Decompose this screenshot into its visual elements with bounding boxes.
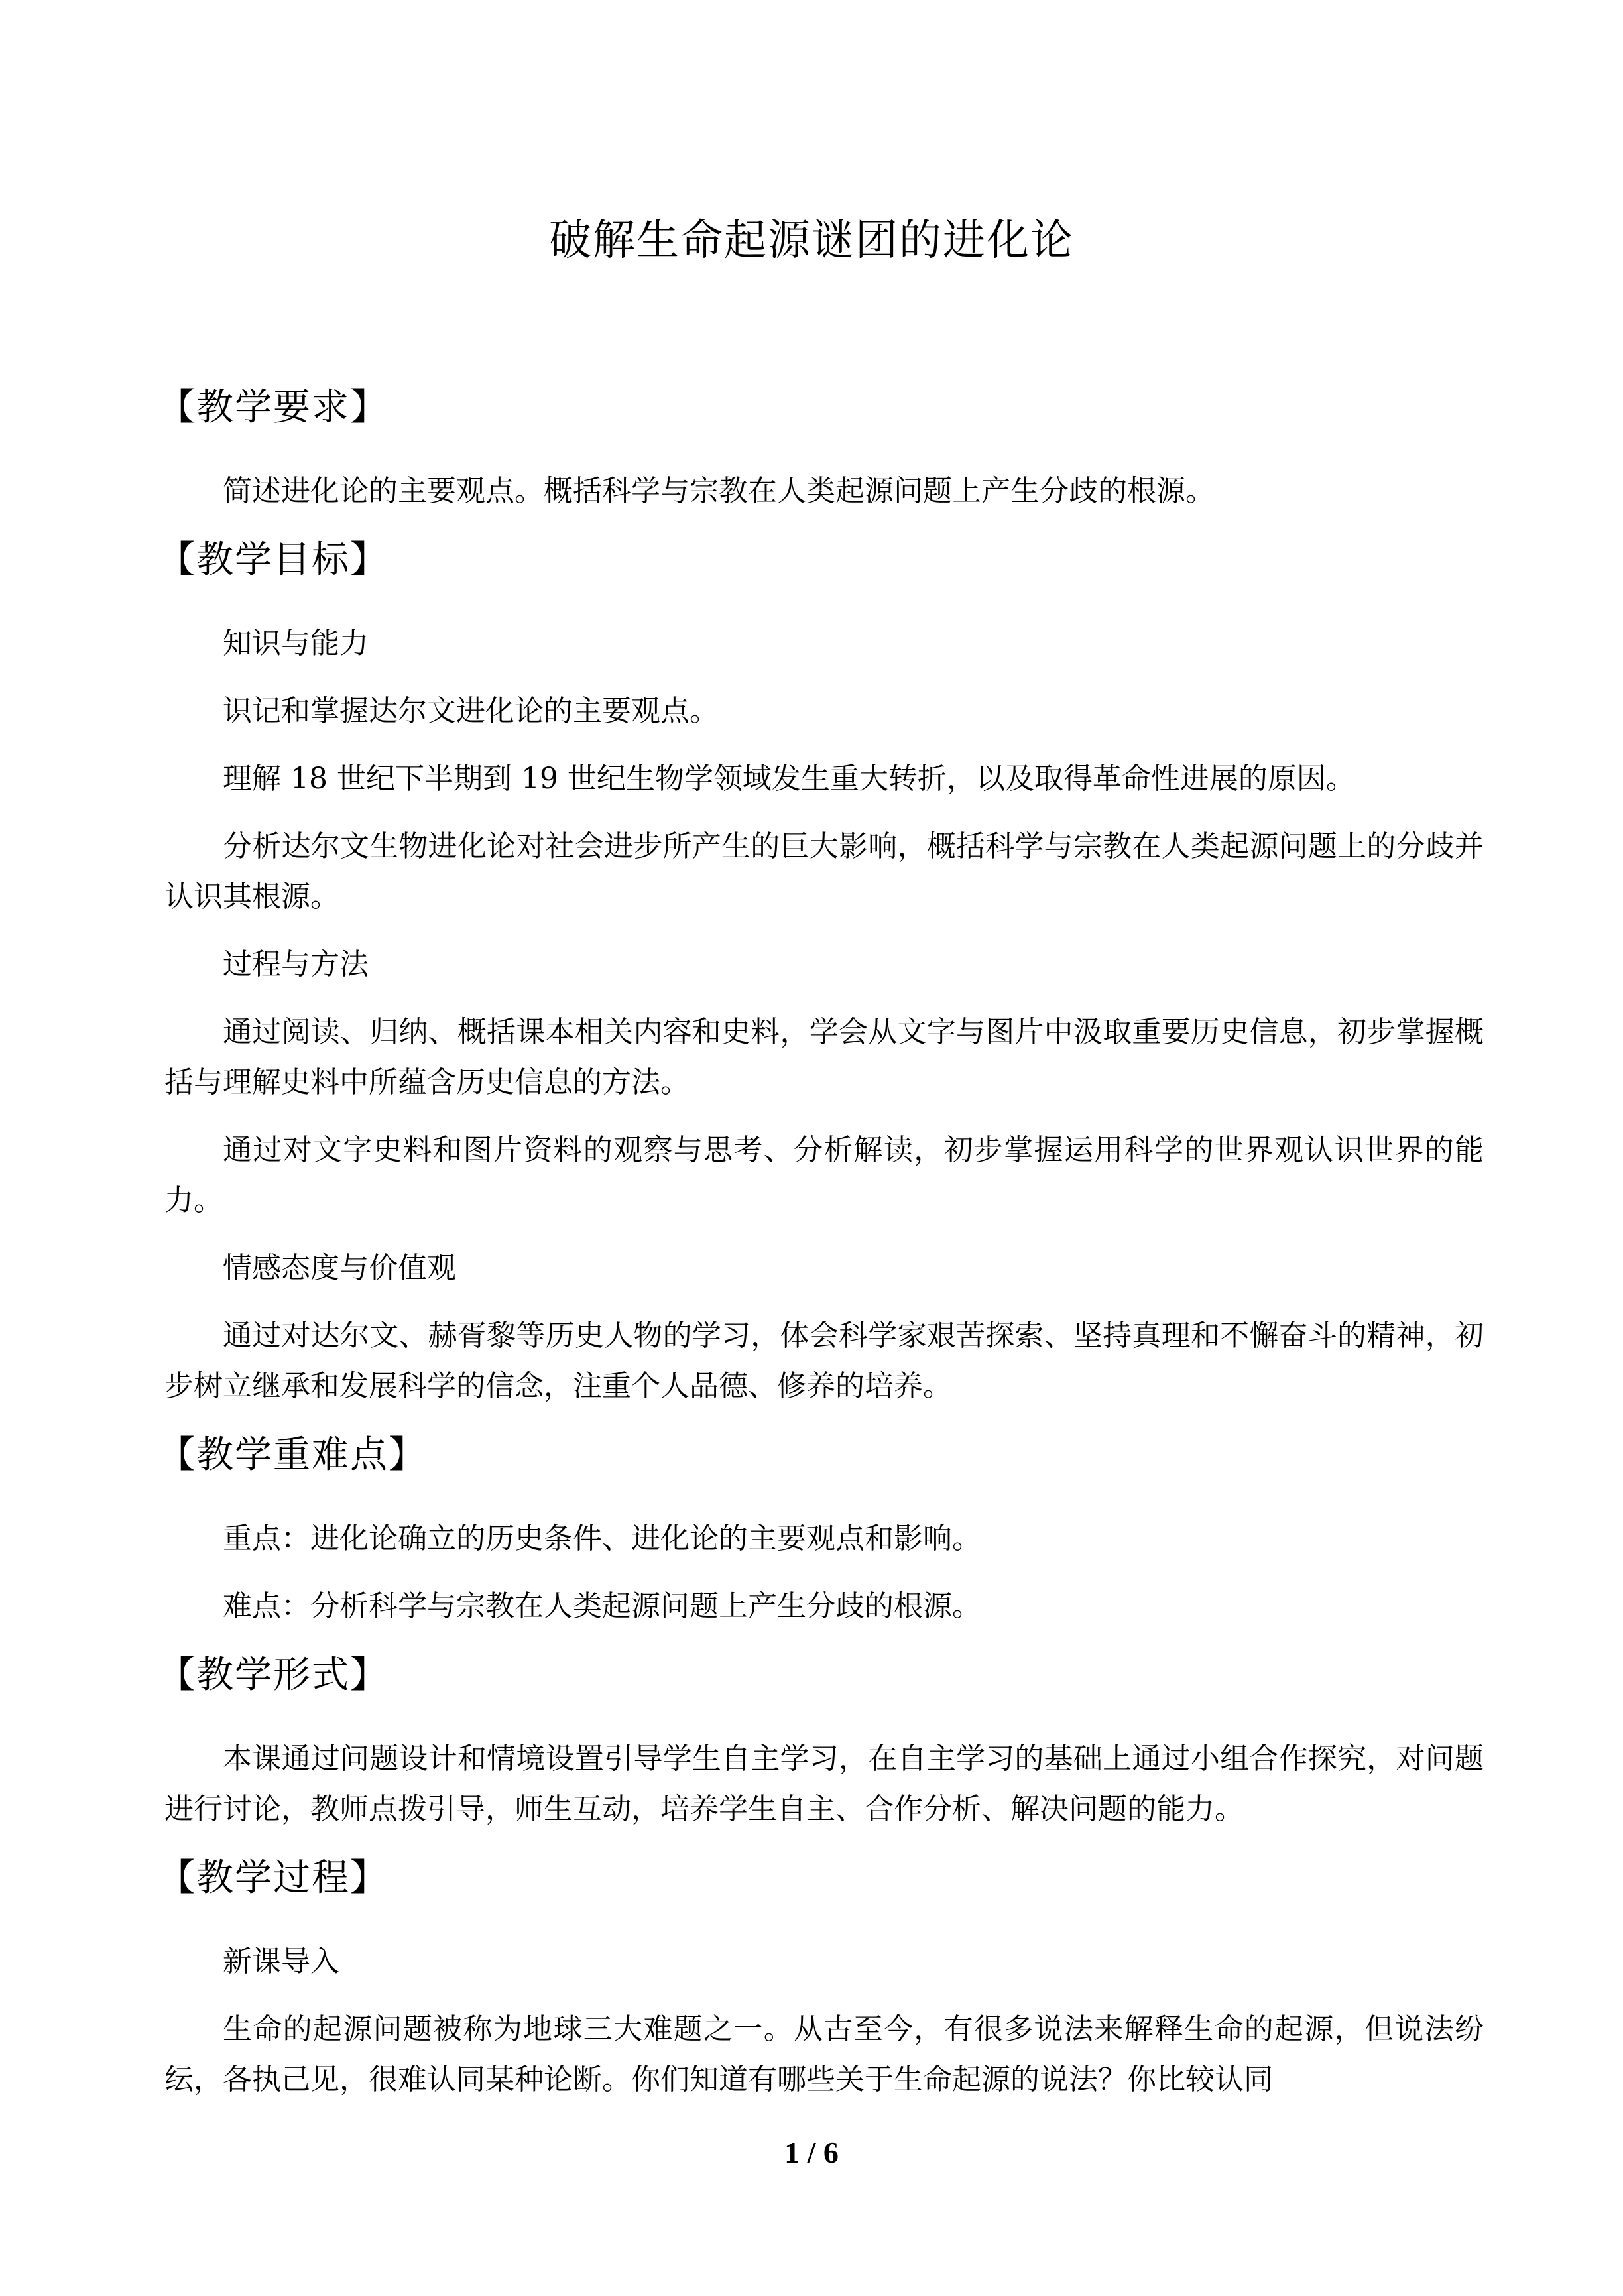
emotion-title: 情感态度与价值观 [223, 1251, 456, 1285]
intro-title: 新课导入 [223, 1945, 339, 1978]
knowledge-title: 知识与能力 [223, 627, 369, 660]
knowledge-item-1: 识记和掌握达尔文进化论的主要观点。 [223, 694, 719, 728]
knowledge-item-3: 分析达尔文生物进化论对社会进步所产生的巨大影响，概括科学与宗教在人类起源问题上的分歧并认识其根源。 [164, 829, 1484, 914]
format-text: 本课通过问题设计和情境设置引导学生自主学习，在自主学习的基础上通过小组合作探究，对问题进行讨论，教师点拨引导，师生互动，培养学生自主、合作分析、解决问题的能力。 [164, 1742, 1484, 1826]
process-method-title: 过程与方法 [223, 947, 369, 981]
heading-format: 【教学形式】 [158, 1654, 389, 1697]
process-method-item-2: 通过对文字史料和图片资料的观察与思考、分析解读，初步掌握运用科学的世界观认识世界的能力。 [164, 1133, 1484, 1217]
heading-goals: 【教学目标】 [158, 538, 389, 581]
key-point-text: 重点：进化论确立的历史条件、进化论的主要观点和影响。 [223, 1522, 981, 1555]
heading-requirements: 【教学要求】 [158, 386, 389, 429]
intro-text: 生命的起源问题被称为地球三大难题之一。从古至今，有很多说法来解释生命的起源，但说法纷纭，各执己见，很难认同某种论断。你们知道有哪些关于生命起源的说法？你比较认同 [164, 2012, 1484, 2096]
process-method-item-1: 通过阅读、归纳、概括课本相关内容和史料，学会从文字与图片中汲取重要历史信息，初步掌握概括与理解史料中所蕴含历史信息的方法。 [164, 1015, 1484, 1099]
document-title: 破解生命起源谜团的进化论 [549, 216, 1074, 265]
knowledge-item-2: 理解 18 世纪下半期到 19 世纪生物学领域发生重大转折，以及取得革命性进展的原因。 [223, 762, 1355, 796]
page-number: 1 / 6 [784, 2136, 839, 2169]
emotion-item-1: 通过对达尔文、赫胥黎等历史人物的学习，体会科学家艰苦探索、坚持真理和不懈奋斗的精神，初步树立继承和发展科学的信念，注重个人品德、修养的培养。 [164, 1319, 1484, 1403]
requirements-text: 简述进化论的主要观点。概括科学与宗教在人类起源问题上产生分歧的根源。 [223, 474, 1215, 508]
heading-key-points: 【教学重难点】 [158, 1433, 427, 1477]
difficult-point-text: 难点：分析科学与宗教在人类起源问题上产生分歧的根源。 [223, 1589, 981, 1623]
heading-process: 【教学过程】 [158, 1856, 389, 1900]
document-body [158, 381, 1484, 2122]
